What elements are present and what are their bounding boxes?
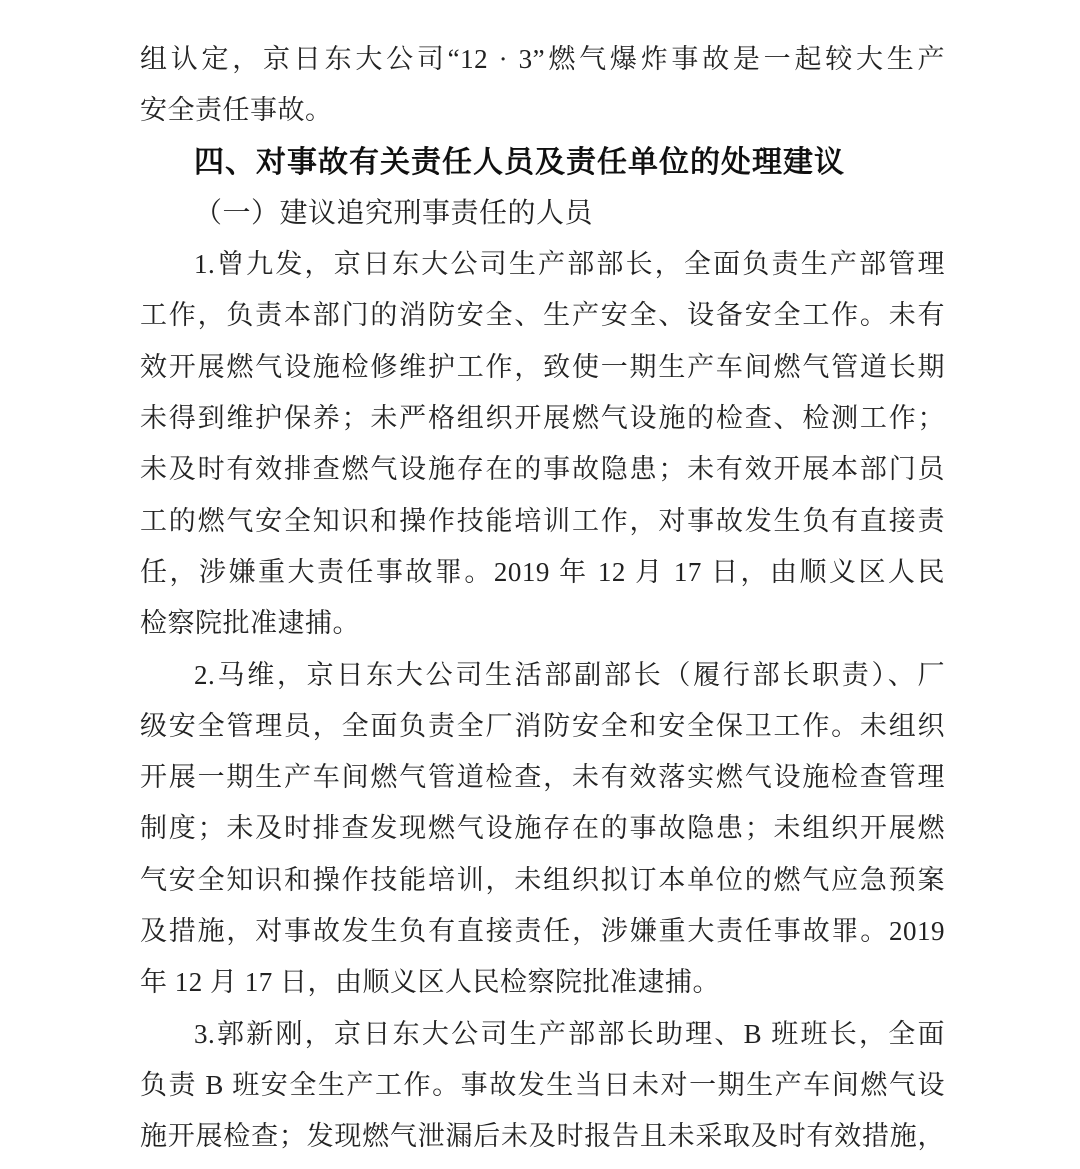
text-line: 1.曾九发，京日东大公司生产部部长，全面负责生产部管理 xyxy=(194,249,945,280)
text-line: 工作，负责本部门的消防安全、生产安全、设备安全工作。未有 xyxy=(140,300,945,331)
text-line: 年 12 月 17 日，由顺义区人民检察院批准逮捕。 xyxy=(140,967,720,998)
text-line: 制度；未及时排查发现燃气设施存在的事故隐患；未组织开展燃 xyxy=(140,813,945,844)
text-line: 开展一期生产车间燃气管道检查，未有效落实燃气设施检查管理 xyxy=(140,762,945,793)
text-line: 工的燃气安全知识和操作技能培训工作，对事故发生负有直接责 xyxy=(140,505,945,536)
text-line: 检察院批准逮捕。 xyxy=(140,608,360,639)
text-line: 未得到维护保养；未严格组织开展燃气设施的检查、检测工作； xyxy=(140,403,945,434)
text-line: 未及时有效排查燃气设施存在的事故隐患；未有效开展本部门员 xyxy=(140,454,945,485)
document-content xyxy=(140,34,945,1163)
text-line: 及措施，对事故发生负有直接责任，涉嫌重大责任事故罪。2019 xyxy=(140,916,945,947)
text-line: 负责 B 班安全生产工作。事故发生当日未对一期生产车间燃气设 xyxy=(140,1069,945,1100)
text-line: 3.郭新刚，京日东大公司生产部部长助理、B 班班长，全面 xyxy=(194,1018,945,1049)
section-heading: 四、对事故有关责任人员及责任单位的处理建议 xyxy=(194,145,845,179)
text-line: 施开展检查；发现燃气泄漏后未及时报告且未采取及时有效措施， xyxy=(140,1121,945,1152)
text-line: 组认定，京日东大公司“12 · 3”燃气爆炸事故是一起较大生产 xyxy=(140,44,945,74)
text-line: 气安全知识和操作技能培训，未组织拟订本单位的燃气应急预案 xyxy=(140,864,945,895)
text-line: 安全责任事故。 xyxy=(140,95,333,126)
text-line: 效开展燃气设施检修维护工作，致使一期生产车间燃气管道长期 xyxy=(140,351,945,382)
subsection-heading: （一）建议追究刑事责任的人员 xyxy=(194,197,594,229)
text-line: 2.马维，京日东大公司生活部副部长（履行部长职责）、厂 xyxy=(194,659,945,690)
text-line: 任，涉嫌重大责任事故罪。2019 年 12 月 17 日，由顺义区人民 xyxy=(140,556,945,587)
text-line: 级安全管理员，全面负责全厂消防安全和安全保卫工作。未组织 xyxy=(140,710,945,741)
